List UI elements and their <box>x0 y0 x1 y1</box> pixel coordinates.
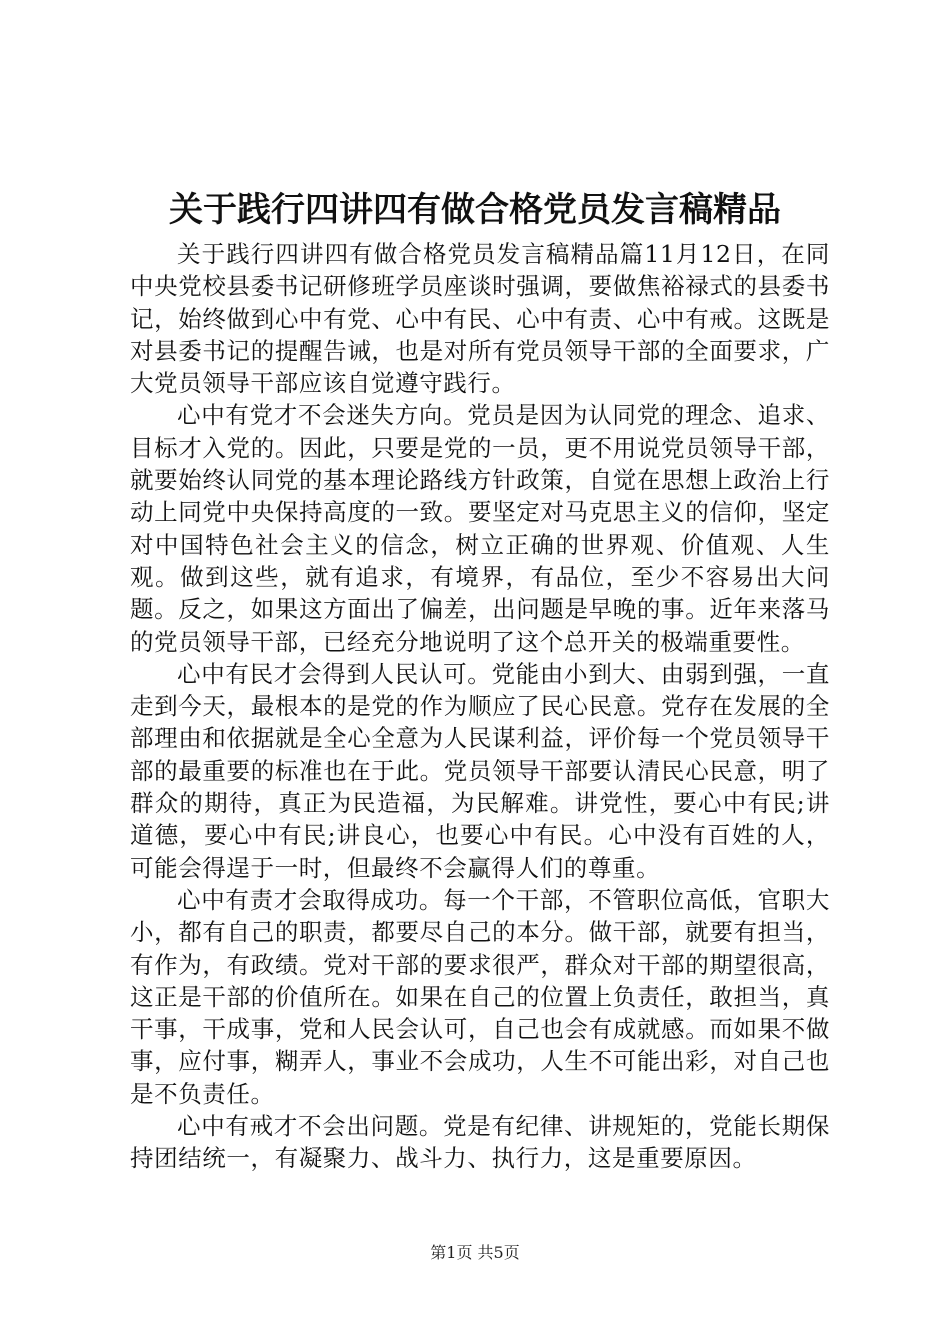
page-number-footer: 第1页 共5页 <box>430 1243 520 1262</box>
paragraph-5: 心中有戒才不会出问题。党是有纪律、讲规矩的，党能长期保持团结统一，有凝聚力、战斗力、执行力，这是重要原因。 <box>130 1112 830 1173</box>
document-title: 关于践行四讲四有做合格党员发言稿精品 <box>169 190 781 230</box>
paragraph-3: 心中有民才会得到人民认可。党能由小到大、由弱到强，一直走到今天，最根本的是党的作为顺应了民心民意。党存在发展的全部理由和依据就是全心全意为人民谋利益，评价每一个党员领导干部的最重要的标准也在于此。党员领导干部要认清民心民意，明了群众的期待，真正为民造福，为民解难。讲党性，要心中有民;讲道德，要心中有民;讲良心，也要心中有民。心中没有百姓的人，可能会得逞于一时，但最终不会赢得人们的尊重。 <box>130 659 830 882</box>
paragraph-1: 关于践行四讲四有做合格党员发言稿精品篇11月12日，在同中央党校县委书记研修班学员座谈时强调，要做焦裕禄式的县委书记，始终做到心中有党、心中有民、心中有责、心中有戒。这既是对县委书记的提醒告诫，也是对所有党员领导干部的全面要求，广大党员领导干部应该自觉遵守践行。 <box>130 240 830 398</box>
document-body <box>130 238 830 1175</box>
paragraph-2: 心中有党才不会迷失方向。党员是因为认同党的理念、追求、目标才入党的。因此，只要是党的一员，更不用说党员领导干部，就要始终认同党的基本理论路线方针政策，自觉在思想上政治上行动上同党中央保持高度的一致。要坚定对马克思主义的信仰，坚定对中国特色社会主义的信念，树立正确的世界观、价值观、人生观。做到这些，就有追求，有境界，有品位，至少不容易出大问题。反之，如果这方面出了偏差，出问题是早晚的事。近年来落马的党员领导干部，已经充分地说明了这个总开关的极端重要性。 <box>130 401 830 656</box>
paragraph-4: 心中有责才会取得成功。每一个干部，不管职位高低，官职大小，都有自己的职责，都要尽自己的本分。做干部，就要有担当，有作为，有政绩。党对干部的要求很严，群众对干部的期望很高，这正是干部的价值所在。如果在自己的位置上负责任，敢担当，真干事，干成事，党和人民会认可，自己也会有成就感。而如果不做事，应付事，糊弄人，事业不会成功，人生不可能出彩，对自己也是不负责任。 <box>130 885 830 1108</box>
